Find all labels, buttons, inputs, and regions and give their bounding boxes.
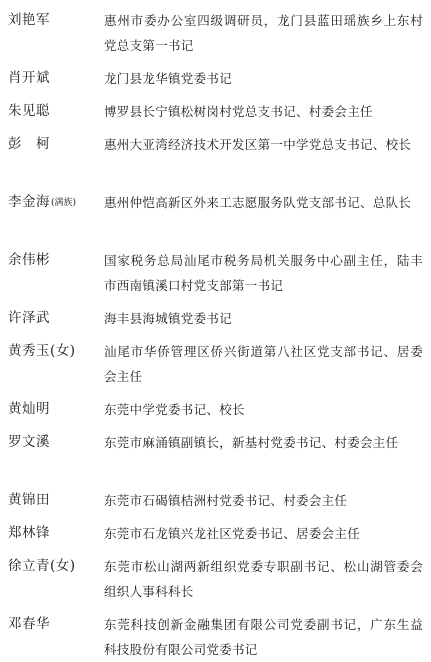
person-name (8, 554, 104, 579)
name-text: 黄锦田 (8, 492, 50, 508)
person-name (8, 521, 104, 546)
name-text: 罗文溪 (8, 434, 50, 450)
person-position: 惠州大亚湾经济技术开发区第一中学党总支书记、校长 (104, 137, 412, 152)
name-text: 黄灿明 (8, 401, 50, 417)
person-position: 龙门县龙华镇党委书记 (104, 71, 233, 86)
person-position: 国家税务总局汕尾市税务局机关服务中心副主任，陆丰市西南镇溪口村党支部第一书记 (104, 253, 423, 293)
list-item (0, 521, 431, 546)
person-name (8, 339, 104, 364)
person-name (8, 8, 104, 33)
name-text: 黄秀玉(女) (8, 343, 76, 359)
list-item (0, 397, 431, 422)
name-text: 彭 柯 (8, 136, 50, 152)
name-text: 肖开斌 (8, 70, 50, 86)
person-position: 惠州仲恺高新区外来工志愿服务队党支部书记、总队长 (104, 195, 412, 210)
person-name (8, 430, 104, 455)
ethnicity-note: (满族) (51, 198, 77, 208)
list-item (0, 132, 431, 182)
person-name (8, 488, 104, 513)
name-text: 李金海 (8, 194, 50, 210)
person-name (8, 190, 104, 216)
list-item (0, 248, 431, 298)
person-name (8, 66, 104, 91)
name-text: 郑林锋 (8, 525, 50, 541)
list-item (0, 306, 431, 331)
list-item (0, 190, 431, 240)
person-position: 东莞市石碣镇桔洲村党委书记、村委会主任 (104, 493, 348, 508)
person-position: 海丰县海城镇党委书记 (104, 311, 233, 326)
person-position: 东莞科技创新金融集团有限公司党委副书记，广东生益科技股份有限公司党委书记 (104, 617, 423, 657)
person-name (8, 132, 104, 157)
name-text: 朱见聪 (8, 103, 50, 119)
person-position: 东莞市石龙镇兴龙社区党委书记、居委会主任 (104, 526, 361, 541)
person-position: 博罗县长宁镇松树岗村党总支书记、村委会主任 (104, 104, 373, 119)
list-item (0, 99, 431, 124)
person-position: 东莞市松山湖两新组织党委专职副书记、松山湖管委会组织人事科科长 (104, 559, 423, 599)
name-text: 余伟彬 (8, 252, 50, 268)
name-text: 徐立青(女) (8, 558, 76, 574)
list-item (0, 66, 431, 91)
list-item (0, 430, 431, 480)
list-item (0, 339, 431, 389)
name-text: 邓春华 (8, 616, 50, 632)
person-name (8, 248, 104, 273)
list-item (0, 488, 431, 513)
list-item (0, 554, 431, 604)
person-name (8, 397, 104, 422)
name-text: 许泽武 (8, 310, 50, 326)
name-text: 刘艳军 (8, 12, 50, 28)
person-position: 东莞市麻涌镇副镇长，新基村党委书记、村委会主任 (104, 435, 399, 450)
person-name (8, 612, 104, 637)
person-name (8, 306, 104, 331)
person-name (8, 99, 104, 124)
list-item (0, 8, 431, 58)
person-position: 东莞中学党委书记、校长 (104, 402, 245, 417)
person-position: 惠州市委办公室四级调研员，龙门县蓝田瑶族乡上东村党总支第一书记 (104, 13, 423, 53)
person-position: 汕尾市华侨管理区侨兴街道第八社区党支部书记、居委会主任 (104, 344, 423, 384)
